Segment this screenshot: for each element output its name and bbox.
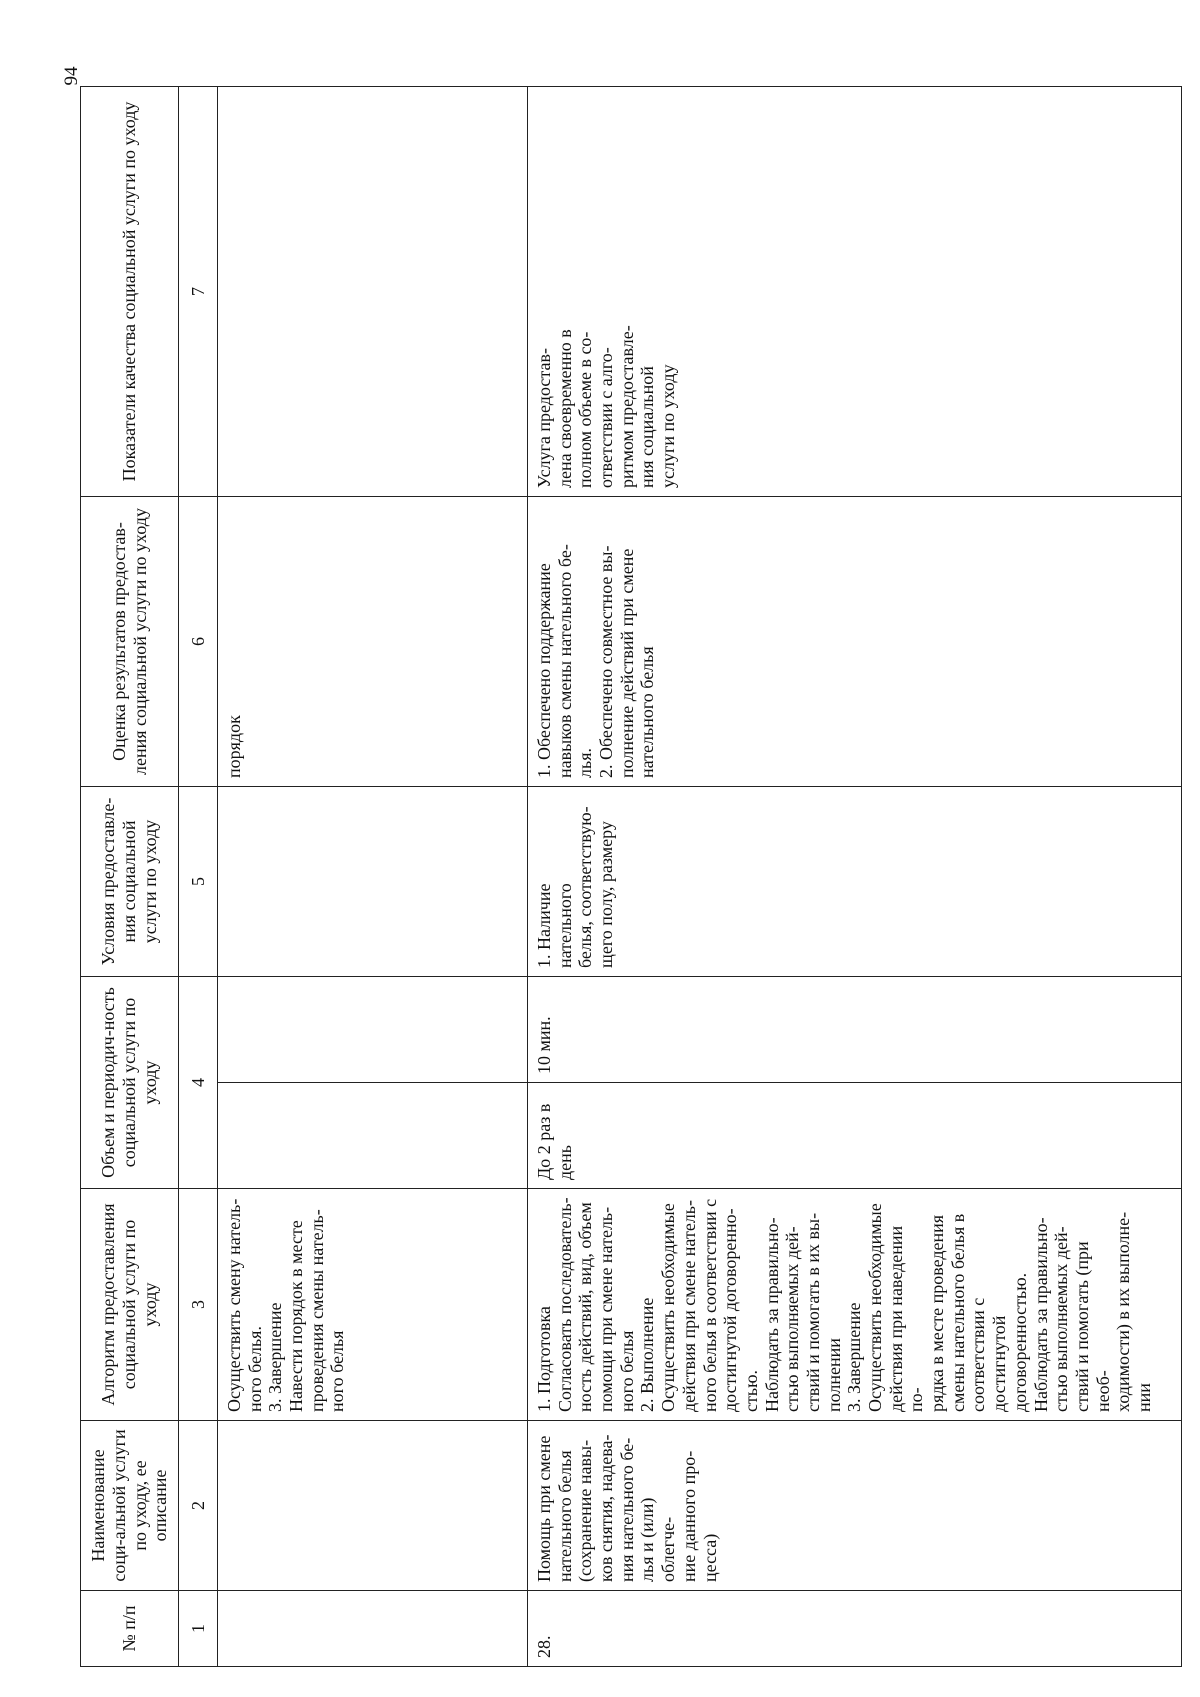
cell-name [218, 1421, 528, 1591]
col-number-6: 6 [179, 497, 218, 787]
column-number-row [179, 87, 218, 1667]
col-number-7: 7 [179, 87, 218, 497]
header-quality: Показатели качества социальной услуги по уходу [81, 87, 179, 497]
cell-conditions: 1. Наличие нательного белья, соответствую- щего полу, размеру [528, 787, 1182, 977]
cell-num [218, 1591, 528, 1667]
header-evaluation: Оценка результатов предостав-ления социальной услуги по уходу [81, 497, 179, 787]
header-volume: Объем и периодич-ность социальной услуги по уходу [81, 977, 179, 1189]
col-number-4: 4 [179, 977, 218, 1189]
cell-evaluation: порядок [218, 497, 528, 787]
cell-volume-frequency: До 2 раз в день [528, 1083, 1182, 1189]
header-conditions: Условия предоставле-ния социальной услуги по уходу [81, 787, 179, 977]
cell-quality: Услуга предостав- лена своевременно в полном объеме в со- ответствии с алго- ритмом предоставле- ния социальной услуги по уходу [528, 87, 1182, 497]
cell-volume-duration: 10 мин. [528, 977, 1182, 1083]
page-number: 94 [61, 66, 82, 86]
cell-evaluation: 1. Обеспечено поддержание навыков смены нательного бе- лья. 2. Обеспечено совместное вы- полнение действий при смене нательного белья [528, 497, 1182, 787]
services-table [80, 86, 1182, 1667]
header-name: Наименование соци-альной услуги по уходу, ее описание [81, 1421, 179, 1591]
table-row [528, 87, 1182, 1667]
cell-conditions [218, 787, 528, 977]
header-algorithm: Алгоритм предоставления социальной услуги по уходу [81, 1189, 179, 1421]
cell-volume-frequency [218, 1083, 528, 1189]
rotated-page [80, 87, 1182, 1667]
col-number-2: 2 [179, 1421, 218, 1591]
col-number-1: 1 [179, 1591, 218, 1667]
cell-num: 28. [528, 1591, 1182, 1667]
cell-algorithm: 1. Подготовка Согласовать последователь- ность действий, вид, объем помощи при смене натель- ного белья 2. Выполнение Осуществить необходимые действия при смене натель- ного белья в соответствии с достигнутой договоренно- стью. Наблюдать за правильно- стью выполняемых дей- ствий и помогать в их вы- полнении 3. Завершение Осуществить необходимые действия при наведении по- рядка в месте проведения смены нательного белья в соответствии с достигнутой договоренностью. Наблюдать за правильно- стью выполняемых дей- ствий и помогать (при необ- ходимости) в их выполне- нии [528, 1189, 1182, 1421]
col-number-3: 3 [179, 1189, 218, 1421]
header-row [81, 87, 179, 1667]
cell-quality [218, 87, 528, 497]
col-number-5: 5 [179, 787, 218, 977]
header-num: № п/п [81, 1591, 179, 1667]
table-row [218, 87, 528, 1667]
cell-name: Помощь при смене нательного белья (сохранение навы- ков снятия, надева- ния нательного бе- лья и (или) облегче- ние данного про- цесса) [528, 1421, 1182, 1591]
cell-volume-duration [218, 977, 528, 1083]
rotated-table-wrapper [80, 87, 1182, 1667]
cell-algorithm: Осуществить смену натель- ного белья. 3. Завершение Навести порядок в месте проведения смены натель- ного белья [218, 1189, 528, 1421]
